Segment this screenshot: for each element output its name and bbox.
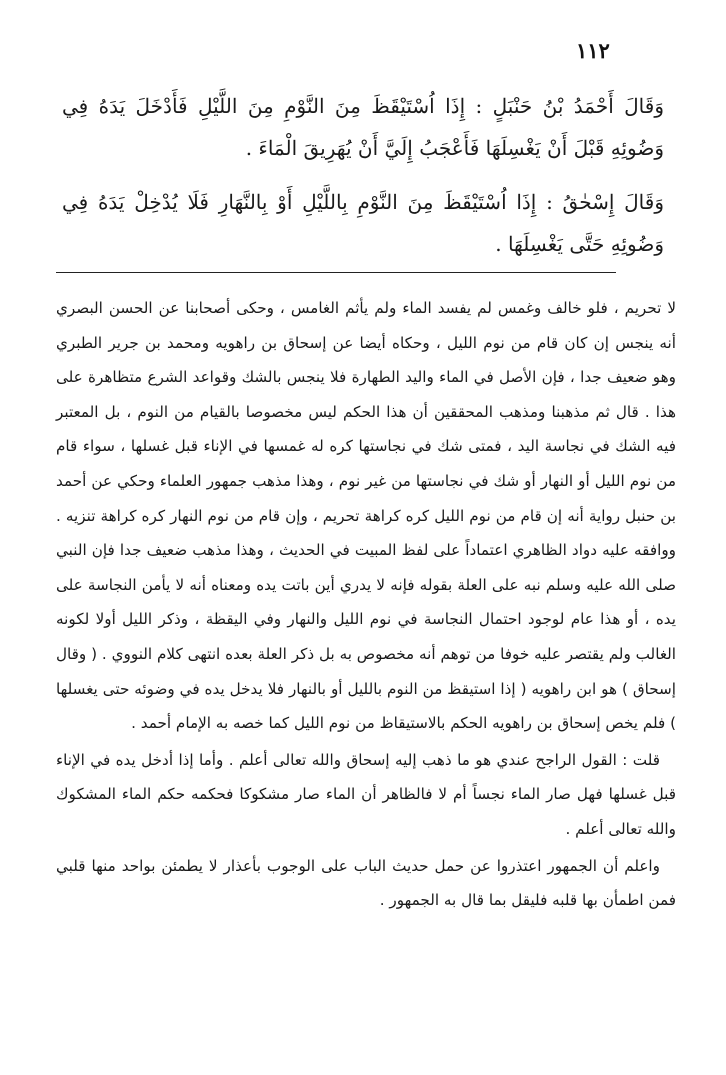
- main-paragraph-ishaq: وَقَالَ إِسْحٰقُ : إِذَا اُسْتَيْقَظَ مِنَ النَّوْمِ بِاللَّيْلِ أَوْ بِالنَّهَارِ فَلَا يُدْخِلْ يَدَهُ فِي وَضُوئِهِ حَتَّى يَغْسِلَهَا .: [62, 190, 664, 256]
- commentary-paragraph: قلت : القول الراجح عندي هو ما ذهب إليه إسحاق والله تعالى أعلم . وأما إذا أدخل يده في الإناء قبل غسلها فهل صار الماء نجساً أم لا فالظاهر أن الماء صار مشكوكا فحكمه حكم الماء المشكوك والله تعالى أعلم .: [56, 750, 676, 838]
- main-text: [62, 86, 664, 278]
- commentary: [56, 291, 676, 918]
- main-paragraph-ahmad: وَقَالَ أَحْمَدُ بْنُ حَنْبَلٍ : إِذَا اُسْتَيْقَظَ مِنَ النَّوْمِ مِنَ اللَّيْلِ فَأَدْخَلَ يَدَهُ فِي وَضُوئِهِ قَبْلَ أَنْ يَغْسِلَهَا فَأَعْجَبُ إِلَيَّ أَنْ يُهَرِيقَ الْمَاءَ .: [62, 94, 664, 160]
- page-number: ١١٢: [576, 38, 610, 63]
- commentary-paragraph: واعلم أن الجمهور اعتذروا عن حمل حديث الباب على الوجوب بأعذار لا يطمئن بواحد منها قلبي فمن اطمأن بها قلبه فليقل بما قال به الجمهور .: [56, 856, 676, 910]
- commentary-paragraph: لا تحريم ، فلو خالف وغمس لم يفسد الماء ولم يأثم الغامس ، وحكى أصحابنا عن الحسن البصري أنه ينجس إن كان قام من نوم الليل ، وحكاه أيضا عن إسحاق بن راهويه ومحمد بن جرير الطبري وهو ضعيف جدا ، فإن الأصل في الماء واليد الطهارة فلا ينجس بالشك وقواعد الشرع متظاهرة على هذا . قال ثم مذهبنا ومذهب المحققين أن هذا الحكم ليس مخصوصا بالقيام من النوم ، بل المعتبر فيه الشك في نجاسة اليد ، فمتى شك في نجاستها كره له غمسها في الإناء قبل غسلها ، سواء قام من نوم الليل أو النهار أو شك في نجاستها من غير نوم ، وهذا مذهب جمهور العلماء وحكي عن أحمد بن حنبل رواية أنه إن قام من نوم الليل كره كراهة تحريم ، وإن قام من نوم النهار كره كراهة تنزيه . ووافقه عليه دواد الظاهري اعتماداً على لفظ المبيت في الحديث ، وهذا مذهب ضعيف جدا فإن النبي صلى الله عليه وسلم نبه على العلة بقوله فإنه لا يدري أين باتت يده ومعناه أنه لا يأمن النجاسة على يده ، أو هذا عام لوجود احتمال النجاسة في نوم الليل والنهار وفي اليقظة ، وذكر الليل أولا لكونه الغالب ولم يقتصر عليه خوفا من توهم أنه مخصوص به بل ذكر العلة بعده انتهى كلام النووي . ( وقال إسحاق ) هو ابن راهويه ( إذا استيقظ من النوم بالليل أو بالنهار فلا يدخل يده في وضوئه حتى يغسلها ) فلم يخص إسحاق بن راهويه الحكم بالاستيقاظ من نوم الليل كما خصه به الإمام أحمد .: [56, 299, 676, 733]
- section-divider: [56, 272, 616, 273]
